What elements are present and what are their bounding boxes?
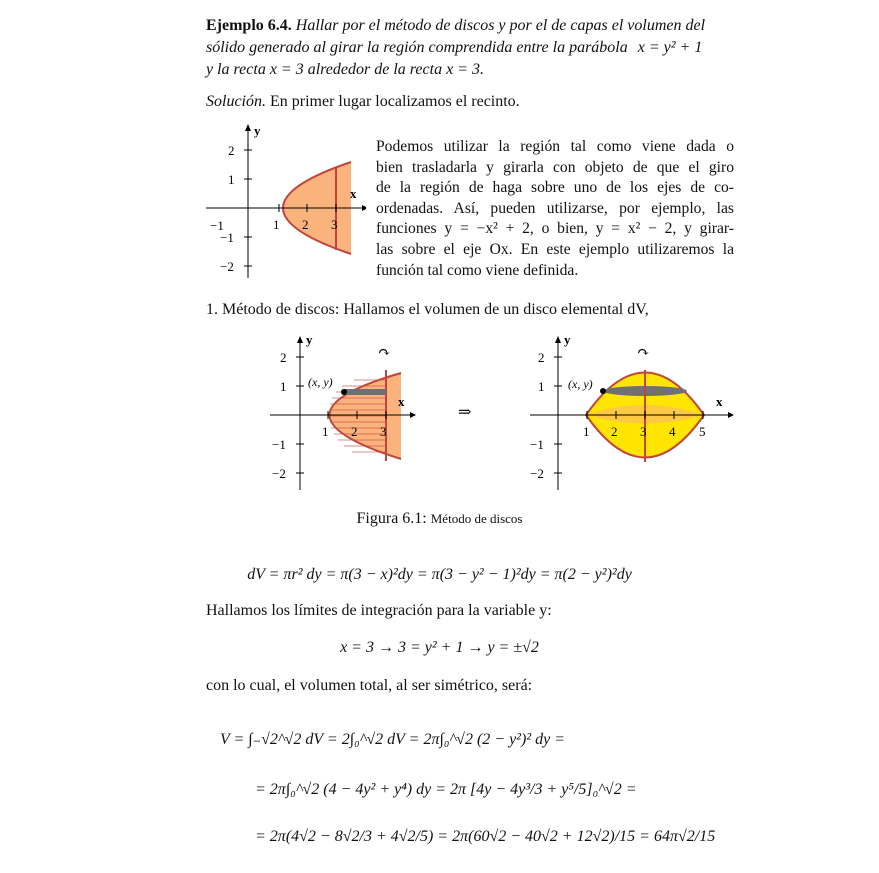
example-statement-2b: x = y² + 1	[637, 39, 703, 56]
figure-label: Figura 6.1:	[356, 510, 427, 527]
y-tick-label: −1	[530, 437, 544, 452]
paragraph-line: bien trasladarla y girarla con objeto de que el giro	[376, 158, 734, 176]
x-axis-arrow	[362, 205, 366, 211]
y-tick-label: −2	[530, 466, 544, 481]
x-axis-arrow	[728, 412, 734, 418]
example-statement-line-1	[206, 17, 705, 35]
x-axis-label: x	[398, 394, 405, 409]
elemental-disc	[344, 389, 386, 395]
limits-text: Hallamos los límites de integración para la variable y:	[206, 602, 552, 619]
x-tick-label: 3	[331, 217, 338, 232]
x-tick-label: 2	[302, 217, 309, 232]
y-tick-label: 1	[228, 172, 235, 187]
solution-text: En primer lugar localizamos el recinto.	[270, 93, 520, 110]
disc-graph	[260, 328, 420, 498]
y-axis-label: y	[564, 332, 571, 347]
point-xy	[341, 389, 347, 395]
point-xy	[600, 388, 606, 394]
x-tick-label: 3	[640, 424, 647, 439]
y-axis-label: y	[254, 123, 261, 138]
y-tick-label: −2	[272, 466, 286, 481]
x-axis-label: x	[350, 186, 357, 201]
region-graph	[196, 120, 366, 285]
solution-label: Solución.	[206, 93, 266, 110]
y-tick-label: −1	[220, 230, 234, 245]
paragraph-line: ordenadas. Así, pueden utilizarse, por ejemplo, las	[376, 199, 734, 217]
example-statement-1: Hallar por el método de discos y por el de capas el volumen del	[295, 17, 706, 34]
rotate-symbol: ↷	[378, 345, 391, 361]
point-label: (x, y)	[568, 377, 593, 391]
x-tick-label: 1	[322, 424, 329, 439]
example-statement-line-2	[206, 39, 702, 57]
paragraph-line: las sobre el eje Ox. En este ejemplo utilizaremos la	[376, 240, 734, 258]
implies-arrow: ⇒	[458, 404, 472, 421]
y-axis-arrow	[297, 336, 303, 343]
method-text: 1. Método de discos: Hallamos el volumen de un disco elemental dV,	[206, 301, 649, 318]
x-tick-label: 5	[699, 424, 706, 439]
example-statement-3: y la recta x = 3 alrededor de la recta x = 3.	[206, 61, 484, 78]
figure-caption-text: Método de discos	[430, 511, 523, 526]
limits-equation: x = 3 → 3 = y² + 1 → y = ±√2	[340, 639, 539, 656]
x-tick-label: −1	[210, 218, 224, 233]
volume-line-1: V = ∫₋√2^√2 dV = 2∫₀^√2 dV = 2π∫₀^√2 (2 − y²)² dy =	[220, 731, 565, 748]
y-axis-arrow	[245, 124, 251, 131]
x-tick-label: 2	[611, 424, 618, 439]
paragraph-line: funciones y = −x² + 2, o bien, y = x² − 2, y girar-	[376, 220, 734, 238]
x-tick-label: 1	[583, 424, 590, 439]
y-axis-label: y	[306, 332, 313, 347]
x-tick-label: 4	[669, 424, 676, 439]
paragraph-line: Podemos utilizar la región tal como viene dada o	[376, 138, 734, 155]
x-axis-label: x	[716, 394, 723, 409]
x-tick-label: 3	[380, 424, 387, 439]
dv-equation: dV = πr² dy = π(3 − x)²dy = π(3 − y² − 1)²dy = π(2 − y²)²dy	[247, 566, 632, 583]
y-tick-label: 2	[538, 350, 545, 365]
paragraph-line: de la región de haga sobre uno de los ejes de co-	[376, 179, 734, 197]
y-tick-label: 2	[280, 350, 287, 365]
total-text: con lo cual, el volumen total, al ser simétrico, será:	[206, 677, 533, 694]
y-tick-label: 1	[280, 379, 287, 394]
x-tick-label: 1	[273, 217, 280, 232]
explanation-paragraph	[376, 137, 734, 281]
solid-graph	[520, 328, 735, 498]
y-tick-label: −2	[220, 259, 234, 274]
point-label: (x, y)	[308, 375, 333, 389]
paragraph-line: función tal como viene definida.	[376, 261, 579, 279]
example-statement-2a: sólido generado al girar la región comprendida entre la parábola	[206, 39, 628, 56]
y-tick-label: −1	[272, 437, 286, 452]
y-tick-label: 2	[228, 143, 235, 158]
x-tick-label: 2	[351, 424, 358, 439]
example-heading: Ejemplo 6.4.	[206, 17, 292, 34]
volume-line-3: = 2π(4√2 − 8√2/3 + 4√2/5) = 2π(60√2 − 40√2 + 12√2)/15 = 64π√2/15	[255, 828, 716, 845]
solution-line	[206, 93, 520, 111]
rotate-symbol: ↷	[637, 345, 650, 361]
figure-caption	[0, 510, 879, 528]
volume-line-2: = 2π∫₀^√2 (4 − 4y² + y⁴) dy = 2π [4y − 4y³/3 + y⁵/5]₀^√2 =	[255, 781, 637, 798]
x-axis-arrow	[410, 412, 416, 418]
y-axis-arrow	[555, 336, 561, 343]
y-tick-label: 1	[538, 379, 545, 394]
